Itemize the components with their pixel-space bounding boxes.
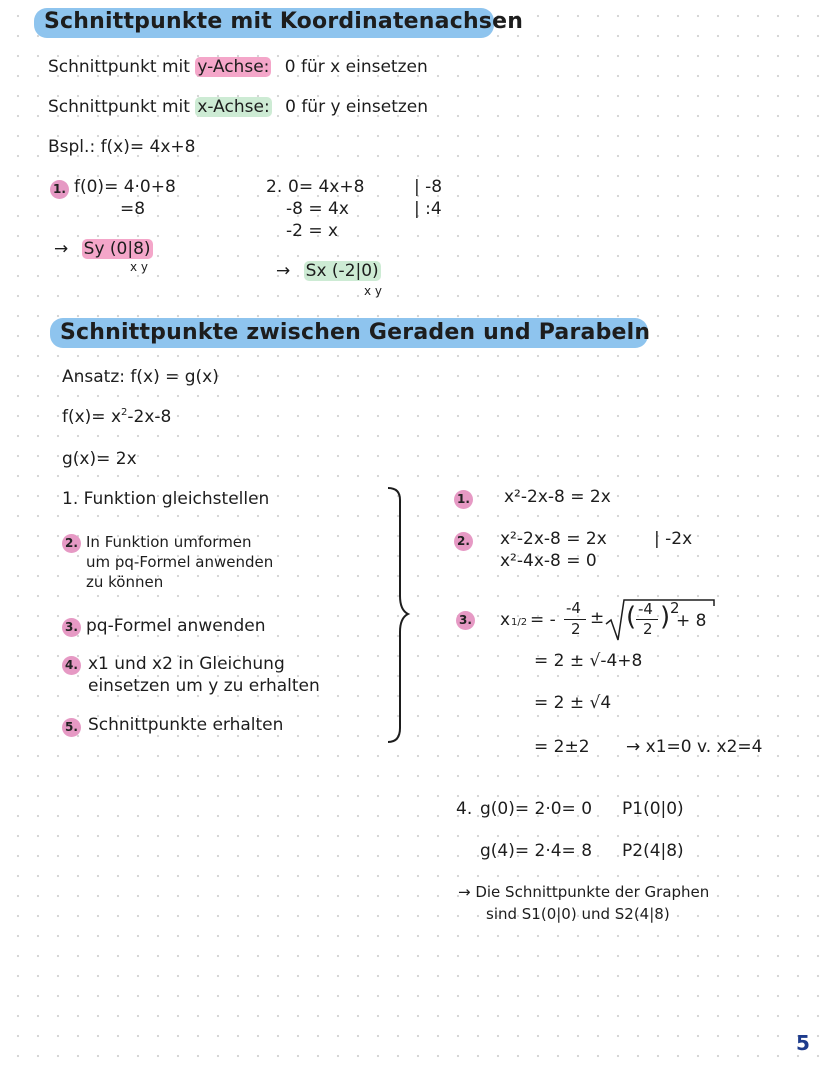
ansatz: Ansatz: f(x) = g(x) bbox=[62, 367, 219, 387]
sol3-result: → x1=0 v. x2=4 bbox=[626, 737, 763, 757]
sol4-number: 4. bbox=[456, 799, 473, 819]
x-axis-label: x-Achse: bbox=[197, 97, 270, 117]
page-number: 5 bbox=[796, 1031, 810, 1055]
ex2-result-coords: (-2|0) bbox=[331, 261, 379, 281]
step-1 bbox=[62, 490, 269, 509]
ex2-coord-labels: x y bbox=[364, 284, 383, 298]
step-4-badge: 4. bbox=[62, 656, 81, 675]
sol2-equation2: x²-4x-8 = 0 bbox=[500, 551, 597, 571]
sol3-line2: = 2 ± √-4+8 bbox=[534, 651, 643, 671]
ex1-result bbox=[54, 240, 153, 259]
pq-plus-minus: ± bbox=[590, 608, 605, 628]
function-f bbox=[62, 408, 171, 427]
ex2-result-label: Sx bbox=[305, 261, 327, 281]
pq-tail: + 8 bbox=[676, 611, 707, 631]
step-2-line2: um pq-Formel anwenden bbox=[86, 553, 274, 571]
pq-equals-minus: = - bbox=[530, 610, 556, 630]
ex1-result-coords: (0|8) bbox=[109, 239, 151, 259]
ex2-line1: 0= 4x+8 bbox=[288, 177, 365, 197]
sol4-point1: P1(0|0) bbox=[622, 799, 684, 819]
sol2-operation: | -2x bbox=[654, 529, 693, 549]
pq-inner-denominator: 2 bbox=[643, 620, 653, 638]
pq-lhs: x bbox=[500, 610, 511, 630]
ex2-line2: -8 = 4x bbox=[286, 199, 349, 219]
step-2-line1: In Funktion umformen bbox=[86, 533, 252, 551]
sol1-equation: x²-2x-8 = 2x bbox=[504, 487, 611, 507]
step-2-badge: 2. bbox=[62, 534, 81, 553]
step-1-number: 1. bbox=[62, 489, 79, 509]
sol4-line1: g(0)= 2·0= 0 bbox=[480, 799, 593, 819]
ex1-result-label: Sy bbox=[83, 239, 105, 259]
ex2-line3: -2 = x bbox=[286, 221, 339, 241]
ex1-coord-labels: x y bbox=[130, 260, 149, 274]
arrow-icon: → bbox=[54, 239, 69, 259]
step-5-badge: 5. bbox=[62, 718, 81, 737]
ex2-result-point bbox=[304, 261, 381, 281]
example-function: Bspl.: f(x)= 4x+8 bbox=[48, 137, 196, 157]
rule-x-action: 0 für y einsetzen bbox=[285, 97, 429, 117]
step-2-line3: zu können bbox=[86, 573, 164, 591]
step-1-text: Funktion gleichstellen bbox=[83, 489, 270, 509]
y-axis-label: y-Achse: bbox=[197, 57, 270, 77]
ex2-number: 2. bbox=[266, 177, 283, 197]
function-g: g(x)= 2x bbox=[62, 449, 137, 469]
sol3-line4: = 2±2 bbox=[534, 737, 590, 757]
rule-y-action: 0 für x einsetzen bbox=[284, 57, 428, 77]
rule-y-axis bbox=[48, 58, 428, 77]
step-3-badge: 3. bbox=[62, 618, 81, 637]
fx-suffix: -2x-8 bbox=[127, 407, 172, 427]
ex2-op1: | -8 bbox=[414, 177, 443, 197]
fx-exponent: 2 bbox=[121, 407, 128, 418]
rule-x-prefix: Schnittpunkt mit bbox=[48, 97, 196, 117]
sol4-point2: P2(4|8) bbox=[622, 841, 684, 861]
pq-exponent: 2 bbox=[670, 599, 680, 617]
heading-coordinate-axes: Schnittpunkte mit Koordinatenachsen bbox=[44, 9, 524, 34]
ex1-line1: f(0)= 4·0+8 bbox=[74, 177, 176, 197]
pq-open-paren: ( bbox=[626, 602, 637, 632]
pq-fraction-denominator: 2 bbox=[571, 620, 581, 638]
arrow-icon: → bbox=[276, 261, 291, 281]
sol2-equation1: x²-2x-8 = 2x bbox=[500, 529, 607, 549]
ex1-number-badge: 1. bbox=[50, 180, 69, 199]
sol1-badge: 1. bbox=[454, 490, 473, 509]
sol3-line3: = 2 ± √4 bbox=[534, 693, 612, 713]
step-5-text: Schnittpunkte erhalten bbox=[88, 715, 284, 735]
sol4-line2: g(4)= 2·4= 8 bbox=[480, 841, 593, 861]
rule-x-axis bbox=[48, 98, 428, 117]
step-3-text: pq-Formel anwenden bbox=[86, 616, 266, 636]
heading-lines-parabolas: Schnittpunkte zwischen Geraden und Parabeln bbox=[60, 320, 651, 345]
rule-y-prefix: Schnittpunkt mit bbox=[48, 57, 196, 77]
pq-lhs-subscript: 1/2 bbox=[511, 617, 528, 628]
ex2-result bbox=[276, 262, 381, 281]
pq-inner-numerator: -4 bbox=[638, 600, 653, 618]
pq-close-paren: ) bbox=[660, 602, 671, 632]
fx-prefix: f(x)= x bbox=[62, 407, 122, 427]
step-4-line2: einsetzen um y zu erhalten bbox=[88, 676, 320, 696]
conclusion-line1: → Die Schnittpunkte der Graphen bbox=[458, 883, 710, 901]
ex1-line2: =8 bbox=[120, 199, 146, 219]
sol2-badge: 2. bbox=[454, 532, 473, 551]
pq-fraction-numerator: -4 bbox=[566, 599, 581, 617]
ex1-result-point bbox=[82, 239, 153, 259]
conclusion-line2: sind S1(0|0) und S2(4|8) bbox=[486, 905, 670, 923]
sol3-badge: 3. bbox=[456, 611, 475, 630]
ex2-op2: | :4 bbox=[414, 199, 442, 219]
curly-brace-icon bbox=[384, 484, 412, 746]
step-4-line1: x1 und x2 in Gleichung bbox=[88, 654, 285, 674]
